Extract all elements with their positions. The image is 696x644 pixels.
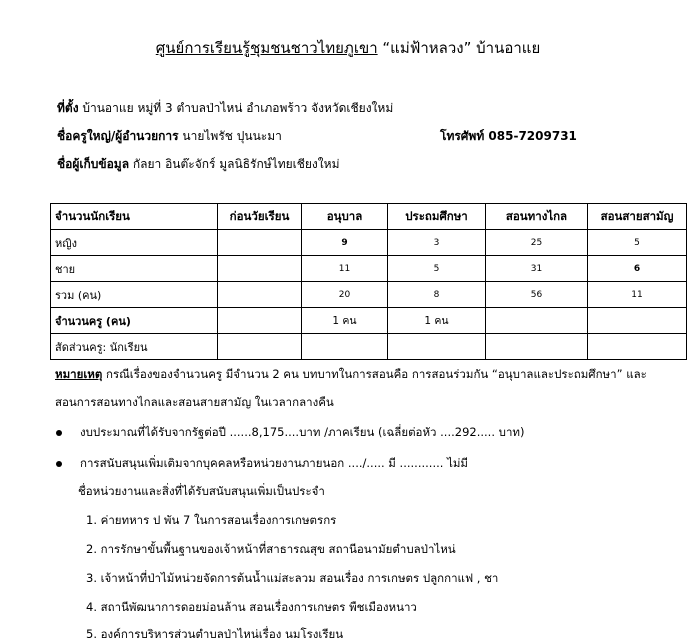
table-cell: [218, 282, 302, 308]
table-row: [51, 230, 687, 256]
principal-label: ชื่อครูใหญ่/ผู้อำนวยการ: [57, 129, 179, 143]
bullet-icon: [56, 430, 62, 436]
table-row: [51, 256, 687, 282]
bullet-text: การสนับสนุนเพิ่มเติมจากบุคคลหรือหน่วยงานภายนอก ..../..... มี ............ ไม่มี: [80, 456, 469, 470]
table-cell: [486, 308, 588, 334]
student-table: [50, 203, 687, 360]
table-cell: 56: [486, 282, 588, 308]
table-cell: [588, 334, 687, 360]
location-value: บ้านอาแย หมู่ที่ 3 ตำบลป่าไหน่ อำเภอพร้าว จังหวัดเชียงใหม่: [78, 101, 394, 115]
table-row: [51, 282, 687, 308]
table-header: จำนวนนักเรียน: [51, 204, 218, 230]
table-cell: [388, 334, 486, 360]
title-main: ศูนย์การเรียนรู้ชุมชนชาวไทยภูเขา: [155, 39, 378, 57]
list-item: 4. สถานีพัฒนาการดอยม่อนล้าน สอนเรื่องการเกษตร พืชเมืองหนาว: [86, 600, 417, 614]
bullet-text: งบประมาณที่ได้รับจากรัฐต่อปี ......8,175....บาท /ภาคเรียน (เฉลี่ยต่อหัว ....292..... บาท): [80, 425, 525, 439]
table-header: สอนสายสามัญ: [588, 204, 687, 230]
row-label: ชาย: [51, 256, 218, 282]
table-cell: [588, 308, 687, 334]
page-title: [0, 36, 696, 60]
table-header-row: [51, 204, 687, 230]
note-text-1: กรณีเรื่องของจำนวนครู มีจำนวน 2 คน บทบาทในการสอนคือ การสอนร่วมกัน “อนุบาลและประถมศึกษา” และ: [102, 367, 647, 381]
table-row: [51, 334, 687, 360]
collector-value: กัลยา อินต๊ะจักร์ มูลนิธิรักษ์ไทยเชียงใหม่: [129, 157, 340, 171]
phone-line: [440, 127, 577, 146]
list-item: 5. องค์การบริหารส่วนตำบลป่าไหน่เรื่อง นมโรงเรียน: [86, 627, 344, 641]
bullet-support: [56, 455, 468, 473]
bullet-icon: [56, 461, 62, 467]
row-label: สัดส่วนครู: นักเรียน: [51, 334, 218, 360]
table-cell: 11: [302, 256, 388, 282]
collector-label: ชื่อผู้เก็บข้อมูล: [57, 157, 130, 171]
list-item: 3. เจ้าหน้าที่ป่าไม้หน่วยจัดการต้นน้ำแม่สะลวม สอนเรื่อง การเกษตร ปลูกกาแฟ , ชา: [86, 571, 499, 585]
row-label: หญิง: [51, 230, 218, 256]
table-cell: 1 คน: [302, 308, 388, 334]
table-header: สอนทางไกล: [486, 204, 588, 230]
principal-line: [57, 127, 282, 146]
table-cell: [486, 334, 588, 360]
row-label: รวม (คน): [51, 282, 218, 308]
bullet-budget: [56, 424, 524, 442]
list-item: 2. การรักษาขั้นพื้นฐานของเจ้าหน้าที่สาธารณสุข สถานีอนามัยตำบลป่าไหน่: [86, 542, 456, 556]
table-cell: 5: [388, 256, 486, 282]
phone-label: โทรศัพท์: [440, 129, 485, 143]
table-cell: 31: [486, 256, 588, 282]
principal-value: นายไพรัช ปุนนะมา: [178, 129, 282, 143]
table-cell: 11: [588, 282, 687, 308]
table-cell: [218, 230, 302, 256]
table-cell: [302, 334, 388, 360]
note-line-2: สอนการสอนทางไกลและสอนสายสามัญ ในเวลากลางคืน: [55, 395, 334, 409]
support-heading: ชื่อหน่วยงานและสิ่งที่ได้รับสนับสนุนเพิ่มเป็นประจำ: [78, 484, 325, 498]
table-cell: 20: [302, 282, 388, 308]
row-label: จำนวนครู (คน): [51, 308, 218, 334]
table-header: อนุบาล: [302, 204, 388, 230]
table-cell: 5: [588, 230, 687, 256]
table-row: [51, 308, 687, 334]
table-header: ก่อนวัยเรียน: [218, 204, 302, 230]
table-cell: 25: [486, 230, 588, 256]
location-line: [57, 99, 393, 118]
location-label: ที่ตั้ง: [57, 101, 79, 115]
note-heading: หมายเหตุ: [55, 367, 103, 381]
table-cell: [218, 308, 302, 334]
title-quoted: “แม่ฟ้าหลวง”: [382, 39, 472, 57]
phone-value: 085-7209731: [484, 129, 577, 143]
list-item: 1. ค่ายทหาร ป พัน 7 ในการสอนเรื่องการเกษตรกร: [86, 513, 337, 527]
table-cell: [218, 334, 302, 360]
table-cell: 6: [588, 256, 687, 282]
table-header: ประถมศึกษา: [388, 204, 486, 230]
title-tail: บ้านอาแย: [471, 39, 541, 57]
table-cell: [218, 256, 302, 282]
table-cell: 3: [388, 230, 486, 256]
table-cell: 9: [302, 230, 388, 256]
table-cell: 1 คน: [388, 308, 486, 334]
note-line-1: [55, 366, 647, 384]
table-cell: 8: [388, 282, 486, 308]
collector-line: [57, 155, 339, 174]
